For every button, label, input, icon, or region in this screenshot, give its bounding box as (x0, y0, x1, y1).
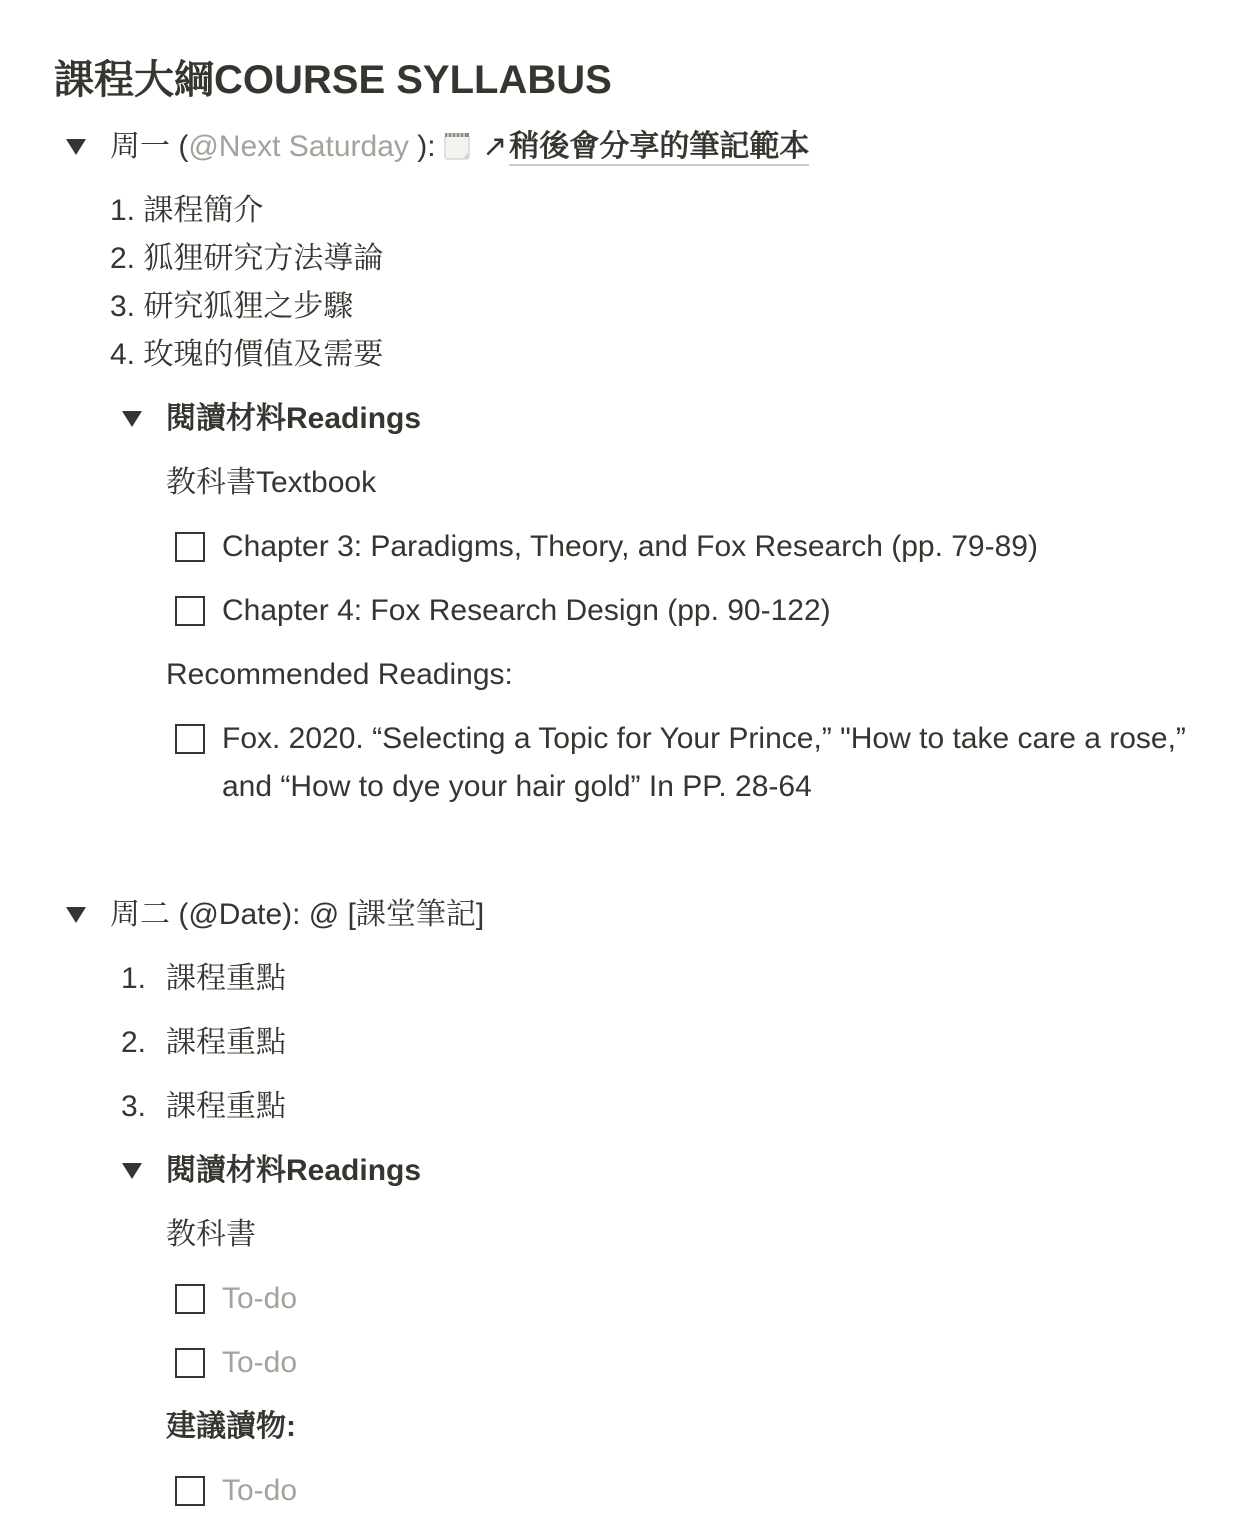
week1-topic-3: 3. 研究狐狸之步驟 (110, 290, 354, 323)
week1-date-mention[interactable]: @Next Saturday (188, 130, 409, 163)
week1-recommended-item-line2: and “How to dye your hair gold” In PP. 28-64 (222, 770, 812, 803)
week2-readings-heading[interactable]: 閱讀材料Readings (166, 1154, 422, 1187)
week1-textbook-item-2: Chapter 4: Fox Research Design (pp. 90-122) (222, 594, 831, 627)
toggle-triangle-icon[interactable] (66, 139, 86, 155)
week1-textbook-label: 教科書Textbook (166, 466, 377, 499)
week1-toggle-header[interactable] (110, 125, 809, 169)
todo-checkbox[interactable] (175, 532, 205, 562)
week2-recommended-label: 建議讀物: (166, 1410, 296, 1443)
week1-recommended-label: Recommended Readings: (166, 658, 513, 691)
week2-textbook-label: 教科書 (166, 1218, 256, 1251)
todo-checkbox[interactable] (175, 1284, 205, 1314)
week1-topic-4: 4. 玫瑰的價值及需要 (110, 338, 384, 371)
week2-textbook-item-1[interactable]: To-do (222, 1282, 298, 1315)
week1-topic-2: 2. 狐狸研究方法導論 (110, 242, 384, 275)
week2-topic-3: 課程重點 (166, 1090, 286, 1123)
week2-recommended-item-1[interactable]: To-do (222, 1474, 298, 1507)
week1-label-prefix: 周一 ( (110, 130, 189, 163)
week2-topic-1: 課程重點 (166, 962, 286, 995)
toggle-triangle-icon[interactable] (122, 411, 142, 427)
todo-checkbox[interactable] (175, 596, 205, 626)
week2-textbook-item-2[interactable]: To-do (222, 1346, 298, 1379)
week2-toggle-header[interactable]: 周二 (@Date): @ [課堂筆記] (110, 898, 485, 931)
week1-label-suffix: ): (408, 130, 436, 163)
link-arrow-icon: ↗ (482, 130, 508, 163)
week1-readings-heading[interactable]: 閱讀材料Readings (166, 402, 422, 435)
week1-recommended-item-line1: Fox. 2020. “Selecting a Topic for Your Prince,” "How to take care a rose,” (222, 722, 1186, 755)
week1-textbook-item-1: Chapter 3: Paradigms, Theory, and Fox Research (pp. 79-89) (222, 530, 1038, 563)
week1-topic-1: 1. 課程簡介 (110, 194, 264, 227)
todo-checkbox[interactable] (175, 1476, 205, 1506)
toggle-triangle-icon[interactable] (122, 1163, 142, 1179)
notepad-icon (444, 129, 468, 157)
week2-topic-3-number: 3. (121, 1090, 147, 1123)
todo-checkbox[interactable] (175, 1348, 205, 1378)
toggle-triangle-icon[interactable] (66, 907, 86, 923)
todo-checkbox[interactable] (175, 724, 205, 754)
template-page-link[interactable]: 稍後會分享的筆記範本 (509, 130, 809, 166)
week2-topic-2: 課程重點 (166, 1026, 286, 1059)
week2-topic-2-number: 2. (121, 1026, 147, 1059)
page-title: 課程大綱COURSE SYLLABUS (54, 58, 612, 102)
week2-topic-1-number: 1. (121, 962, 147, 995)
